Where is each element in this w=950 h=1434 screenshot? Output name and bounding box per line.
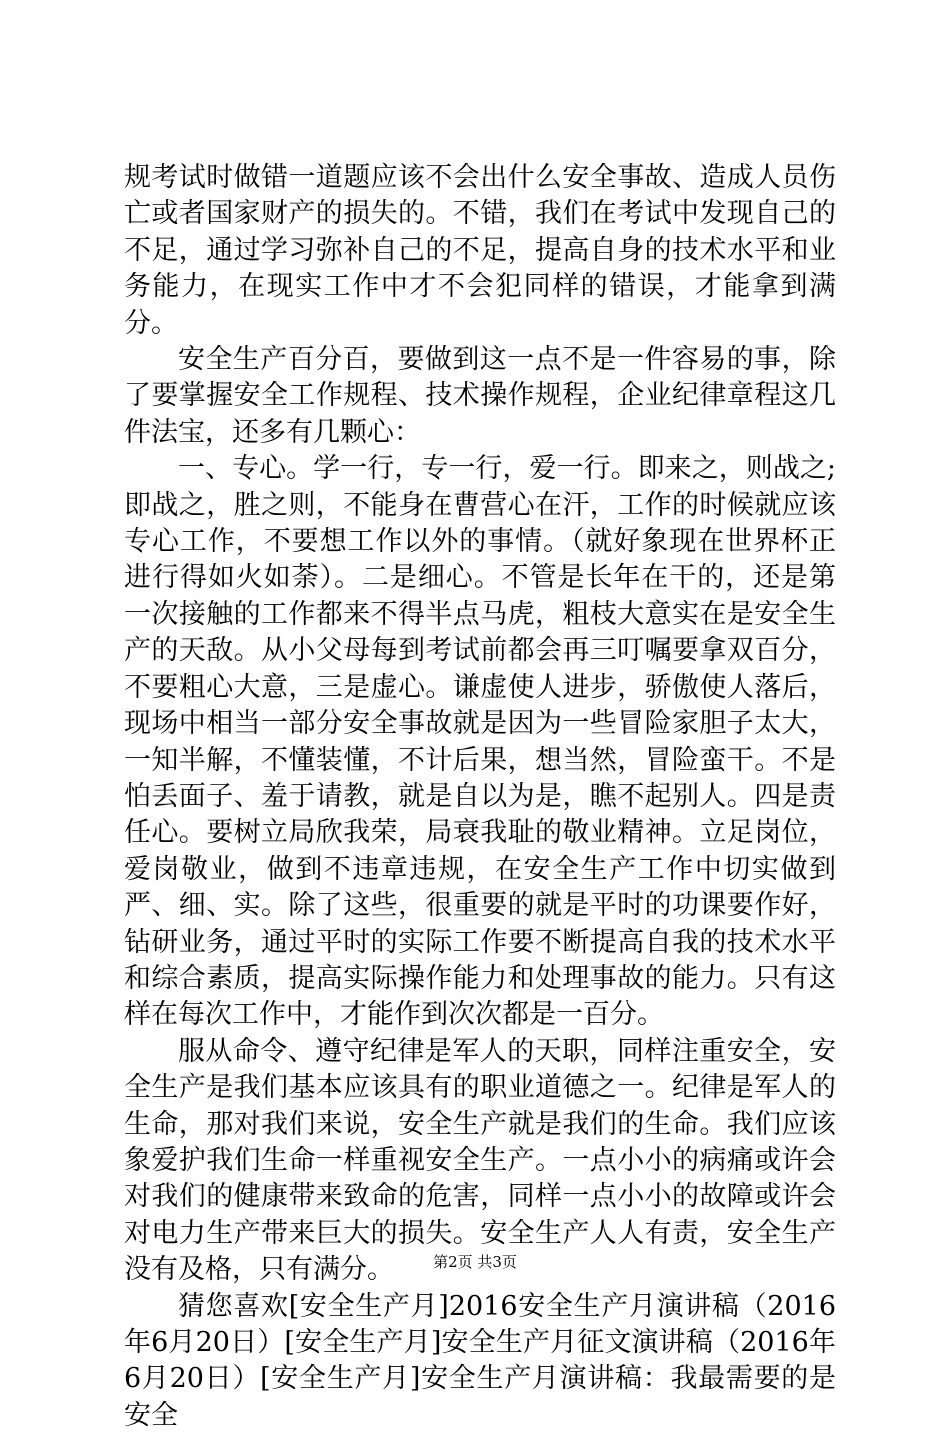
paragraph-4: 服从命令、遵守纪律是军人的天职，同样注重安全，安全生产是我们基本应该具有的职业道德之一。纪律是军人的生命，那对我们来说，安全生产就是我们的生命。我们应该象爱护我们生命一样重视安全生产。一点小小的病痛或许会对我们的健康带来致命的危害，同样一点小小的故障或许会对电力生产带来巨大的损失。安全生产人人有责，安全生产没有及格，只有满分。	[124, 1035, 836, 1286]
paragraph-1: 规考试时做错一道题应该不会出什么安全事故、造成人员伤亡或者国家财产的损失的。不错，我们在考试中发现自己的不足，通过学习弥补自己的不足，提高自身的技术水平和业务能力，在现实工作中才不会犯同样的错误，才能拿到满分。	[124, 162, 836, 339]
document-body	[124, 160, 836, 1434]
paragraph-5: 猜您喜欢[安全生产月]2016安全生产月演讲稿（2016年6月20日）[安全生产月]安全生产月征文演讲稿（2016年6月20日）[安全生产月]安全生产月演讲稿：我最需要的是安全	[124, 1290, 836, 1431]
page-number-footer: 第2页 共3页	[433, 1253, 517, 1271]
paragraph-2: 安全生产百分百，要做到这一点不是一件容易的事，除了要掌握安全工作规程、技术操作规程，企业纪律章程这几件法宝，还多有几颗心：	[124, 344, 836, 448]
paragraph-3: 一、专心。学一行，专一行，爱一行。即来之，则战之;即战之，胜之则，不能身在曹营心在汗，工作的时候就应该专心工作，不要想工作以外的事情。（就好象现在世界杯正进行得如火如荼）。二是细心。不管是长年在干的，还是第一次接触的工作都来不得半点马虎，粗枝大意实在是安全生产的天敌。从小父母每到考试前都会再三叮嘱要拿双百分，不要粗心大意，三是虚心。谦虚使人进步，骄傲使人落后，现场中相当一部分安全事故就是因为一些冒险家胆子太大，一知半解，不懂装懂，不计后果，想当然，冒险蛮干。不是怕丢面子、羞于请教，就是自以为是，瞧不起别人。四是责任心。要树立局欣我荣，局衰我耻的敬业精神。立足岗位，爱岗敬业，做到不违章违规，在安全生产工作中切实做到严、细、实。除了这些，很重要的就是平时的功课要作好，钻研业务，通过平时的实际工作要不断提高自我的技术水平和综合素质，提高实际操作能力和处理事故的能力。只有这样在每次工作中，才能作到次次都是一百分。	[124, 453, 836, 1031]
